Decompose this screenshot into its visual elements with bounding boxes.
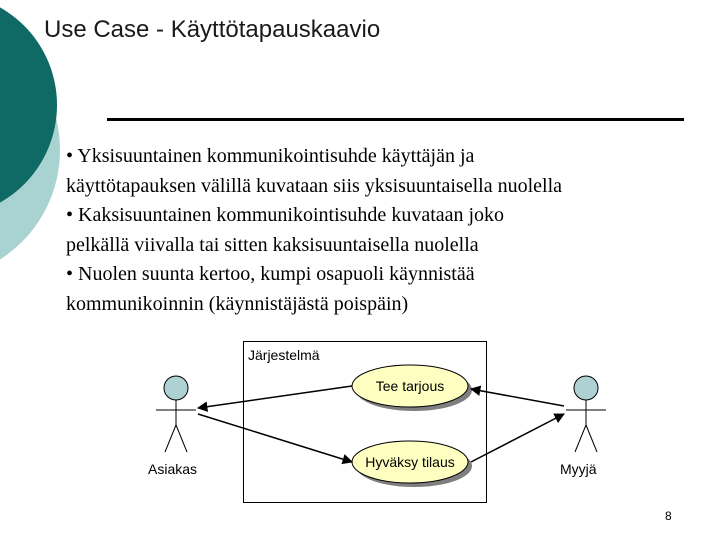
bullet-line: • Nuolen suunta kertoo, kumpi osapuoli käynnistää (66, 263, 475, 285)
bullet-line: • Kaksisuuntainen kommunikointisuhde kuvataan joko (66, 204, 505, 226)
actor-head-icon (164, 376, 188, 400)
system-label: Järjestelmä (248, 347, 320, 363)
bullet-line: käyttötapauksen välillä kuvataan siis yksisuuntaisella nuolella (66, 174, 562, 197)
actor-asiakas (156, 376, 196, 452)
use-case-label-tee-tarjous: Tee tarjous (375, 378, 445, 394)
arrow-asiakas-to-hyvaksy-tilaus (198, 414, 352, 462)
bullet-line: • Yksisuuntainen kommunikointisuhde käyttäjän ja (66, 145, 475, 167)
arrow-hyvaksy-tilaus-to-myyja (471, 414, 564, 462)
actor-head-icon (574, 376, 598, 400)
slide-title: Use Case - Käyttötapauskaavio (44, 16, 381, 43)
page-number: 8 (665, 509, 672, 523)
bullet-line: kommunikoinnin (käynnistäjästä poispäin) (66, 292, 409, 315)
bullet-line: pelkällä viivalla tai sitten kaksisuuntaisella nuolella (66, 233, 479, 256)
actor-label-asiakas: Asiakas (148, 461, 198, 477)
actor-myyja (566, 376, 606, 452)
arrow-tee-tarjous-to-asiakas (198, 386, 352, 408)
use-case-label-hyvaksy-tilaus: Hyväksy tilaus (365, 454, 455, 470)
arrow-myyja-to-tee-tarjous (471, 389, 564, 406)
actor-label-myyja: Myyjä (560, 461, 597, 477)
